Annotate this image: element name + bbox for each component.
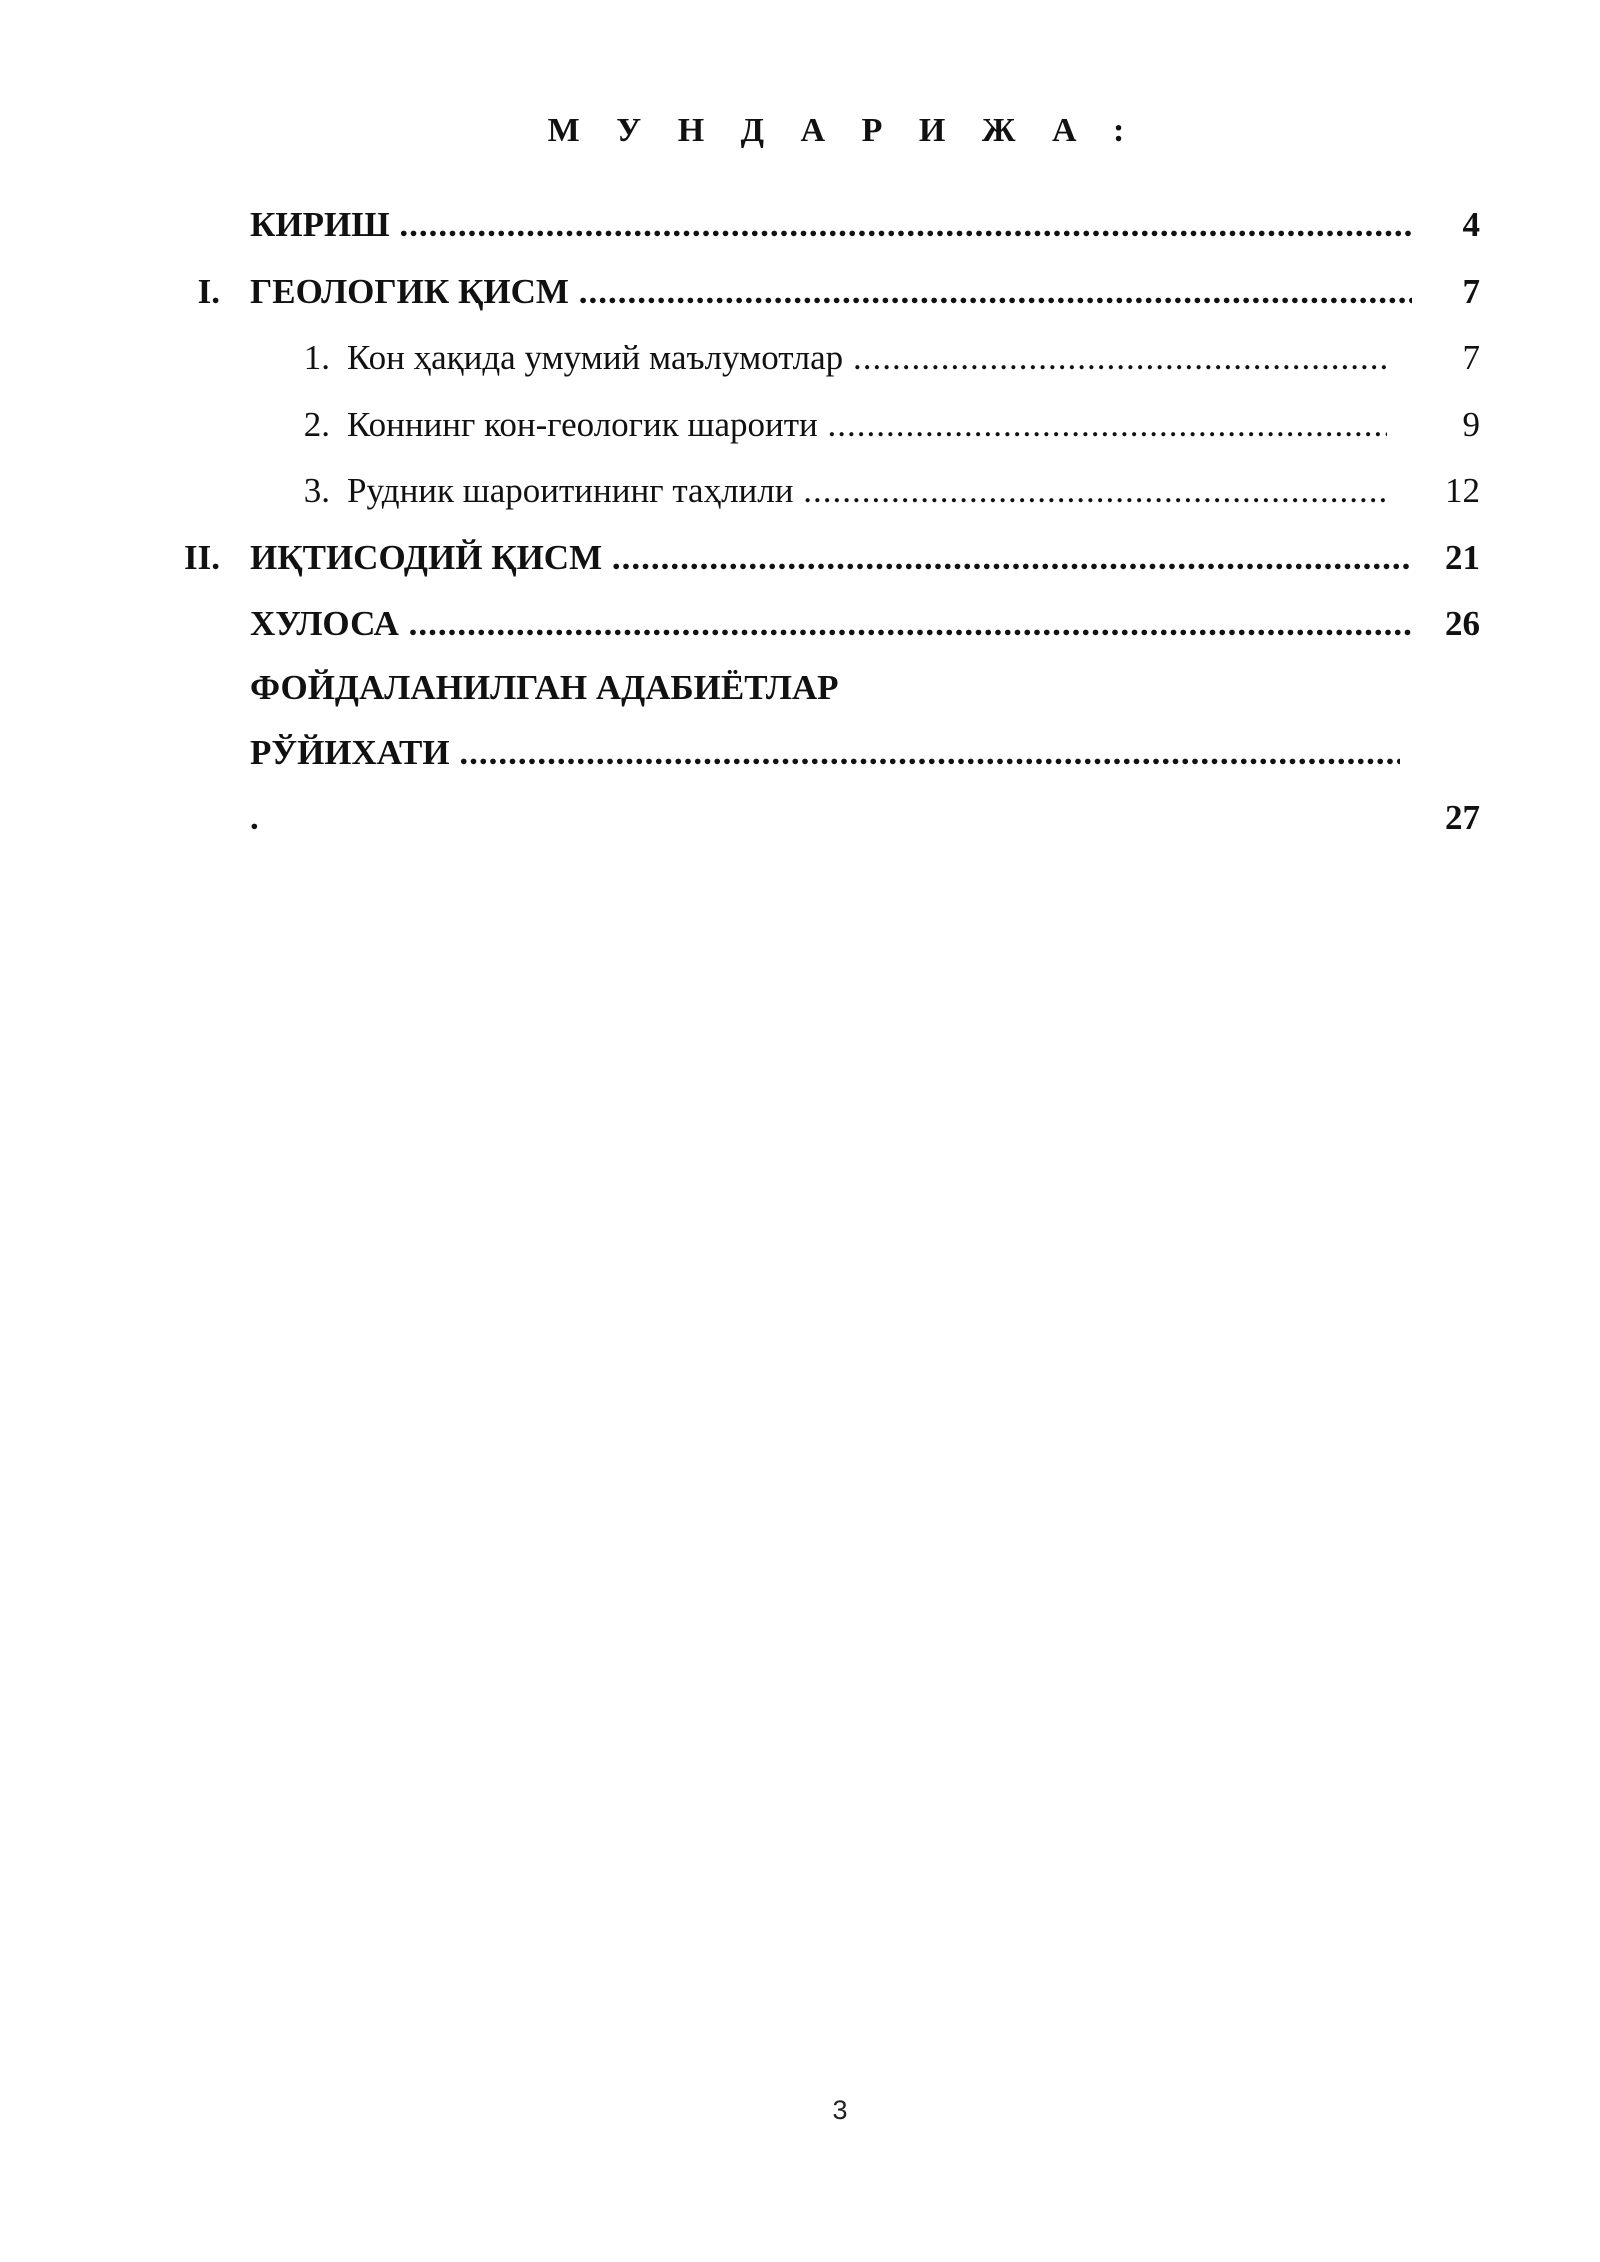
toc-entry-label-line1: ФОЙДАЛАНИЛГАН АДАБИЁТЛАР [250, 668, 839, 707]
toc-entry-page: 9 [1462, 405, 1480, 444]
toc-entry-page: 21 [1445, 538, 1480, 577]
toc-entry-label-line2-row [0, 728, 1600, 778]
toc-entry-label-line2: РЎЙИХАТИ ..... [250, 728, 1400, 778]
toc-entry-page: 12 [1445, 471, 1480, 510]
toc-entry-label: Коннинг кон-геологик шароити ..... [347, 400, 1387, 450]
toc-entry-number: 1. [303, 338, 330, 377]
toc-entry-number: II. [184, 538, 220, 577]
toc-entry-number: 3. [303, 471, 330, 510]
toc-entry-page: 4 [1462, 205, 1480, 244]
page-title: М У Н Д А Р И Ж А : [547, 112, 1139, 149]
toc-entry-label: Кон ҳақида умумий маълумотлар ..... [347, 333, 1387, 383]
toc-subentry-3[interactable] [0, 466, 1600, 516]
toc-subentry-2[interactable] [0, 400, 1600, 450]
toc-entry-label-line3-row [0, 793, 1600, 843]
toc-entry-number: 2. [303, 405, 330, 444]
toc-entry-label: ИҚТИСОДИЙ ҚИСМ ..... [250, 533, 1412, 583]
toc-entry-page: 27 [1445, 798, 1480, 837]
toc-entry-geologik[interactable] [0, 267, 1600, 317]
toc-entry-label: КИРИШ ..... [250, 200, 1412, 250]
page-number: 3 [832, 2095, 848, 2125]
toc-entry-xulosa[interactable] [0, 599, 1600, 649]
toc-entry-iqtisodiy[interactable] [0, 533, 1600, 583]
toc-entry-page: 26 [1445, 604, 1480, 643]
toc-entry-label: Рудник шароитининг таҳлили ..... [347, 466, 1387, 516]
toc-entry-label-line3: . [250, 798, 259, 837]
toc-subentry-1[interactable] [0, 333, 1600, 383]
toc-entry-kirish[interactable] [0, 200, 1600, 250]
toc-entry-number: I. [197, 272, 220, 311]
toc-entry-page: 7 [1462, 338, 1480, 377]
toc-entry-label: ГЕОЛОГИК ҚИСМ ..... [250, 267, 1412, 317]
toc-entry-page: 7 [1462, 272, 1480, 311]
toc-entry-label: ХУЛОСА ..... [250, 599, 1412, 649]
